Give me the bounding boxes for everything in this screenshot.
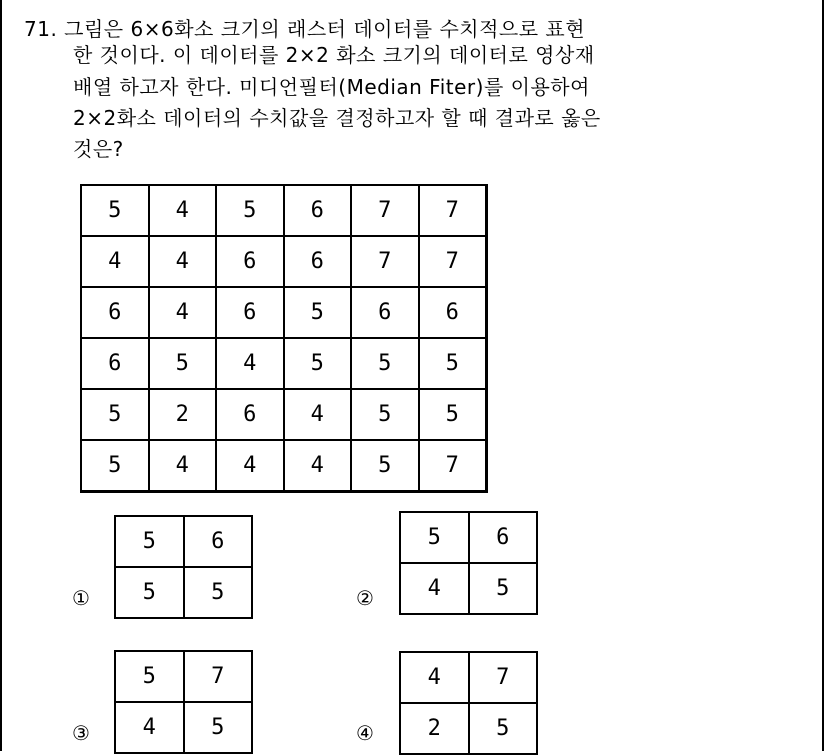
option-row (400, 703, 537, 754)
raster-cell: 4 (284, 389, 352, 440)
question-line-5: 것은? (73, 137, 124, 161)
raster-cell: 6 (351, 287, 419, 338)
raster-cell: 6 (216, 287, 284, 338)
raster-cell: 5 (419, 389, 487, 440)
raster-cell: 7 (351, 236, 419, 287)
question-line-3: 배열 하고자 한다. 미디언필터(Median Fiter)를 이용하여 (73, 75, 590, 99)
raster-row (81, 287, 487, 338)
raster-cell: 2 (149, 389, 217, 440)
raster-cell: 7 (419, 440, 487, 492)
raster-cell: 5 (81, 389, 149, 440)
option-2-marker[interactable]: ② (356, 586, 374, 610)
option-cell: 5 (469, 703, 538, 754)
raster-row (81, 185, 487, 236)
option-cell: 4 (400, 563, 469, 614)
option-cell: 5 (115, 651, 184, 702)
raster-cell: 4 (216, 440, 284, 492)
raster-cell: 4 (81, 236, 149, 287)
raster-cell: 4 (149, 440, 217, 492)
option-cell: 5 (115, 567, 184, 618)
option-cell: 6 (184, 516, 253, 567)
option-cell: 6 (469, 512, 538, 563)
question-number: 71. (24, 17, 58, 41)
option-4-marker[interactable]: ④ (356, 721, 374, 745)
raster-cell: 6 (216, 389, 284, 440)
option-1-grid[interactable] (114, 515, 253, 619)
raster-cell: 5 (284, 338, 352, 389)
question-line-1 (24, 16, 585, 42)
option-2-grid[interactable] (399, 511, 538, 615)
option-4-grid[interactable] (399, 651, 538, 755)
option-row (115, 651, 252, 702)
raster-cell: 4 (149, 236, 217, 287)
raster-cell: 7 (419, 185, 487, 236)
option-3-marker[interactable]: ③ (72, 721, 90, 745)
option-cell: 5 (184, 567, 253, 618)
question-line-2: 한 것이다. 이 데이터를 2×2 화소 크기의 데이터로 영상재 (73, 43, 595, 67)
option-cell: 7 (184, 651, 253, 702)
raster-cell: 4 (216, 338, 284, 389)
raster-cell: 7 (419, 236, 487, 287)
raster-cell: 5 (149, 338, 217, 389)
raster-cell: 4 (149, 185, 217, 236)
option-row (115, 702, 252, 753)
raster-cell: 5 (216, 185, 284, 236)
option-3-grid[interactable] (114, 650, 253, 754)
raster-cell: 6 (284, 185, 352, 236)
question-text-1: 그림은 6×6화소 크기의 래스터 데이터를 수치적으로 표현 (64, 17, 586, 41)
raster-cell: 5 (351, 389, 419, 440)
raster-cell: 6 (81, 338, 149, 389)
raster-cell: 6 (419, 287, 487, 338)
raster-row (81, 338, 487, 389)
option-cell: 4 (400, 652, 469, 703)
raster-cell: 5 (351, 440, 419, 492)
raster-cell: 4 (284, 440, 352, 492)
option-cell: 5 (400, 512, 469, 563)
option-cell: 5 (115, 516, 184, 567)
raster-cell: 6 (81, 287, 149, 338)
option-cell: 4 (115, 702, 184, 753)
raster-row (81, 236, 487, 287)
option-row (400, 563, 537, 614)
raster-cell: 6 (284, 236, 352, 287)
raster-cell: 5 (351, 338, 419, 389)
raster-row (81, 389, 487, 440)
raster-grid (80, 184, 488, 493)
raster-cell: 5 (81, 440, 149, 492)
option-row (115, 567, 252, 618)
option-1-marker[interactable]: ① (72, 586, 90, 610)
option-cell: 2 (400, 703, 469, 754)
option-cell: 5 (469, 563, 538, 614)
raster-cell: 5 (81, 185, 149, 236)
raster-cell: 5 (284, 287, 352, 338)
raster-row (81, 440, 487, 492)
option-row (400, 652, 537, 703)
raster-cell: 7 (351, 185, 419, 236)
raster-cell: 6 (216, 236, 284, 287)
option-cell: 5 (184, 702, 253, 753)
option-row (115, 516, 252, 567)
option-row (400, 512, 537, 563)
option-cell: 7 (469, 652, 538, 703)
raster-cell: 5 (419, 338, 487, 389)
raster-cell: 4 (149, 287, 217, 338)
question-line-4: 2×2화소 데이터의 수치값을 결정하고자 할 때 결과로 옳은 (73, 106, 601, 130)
